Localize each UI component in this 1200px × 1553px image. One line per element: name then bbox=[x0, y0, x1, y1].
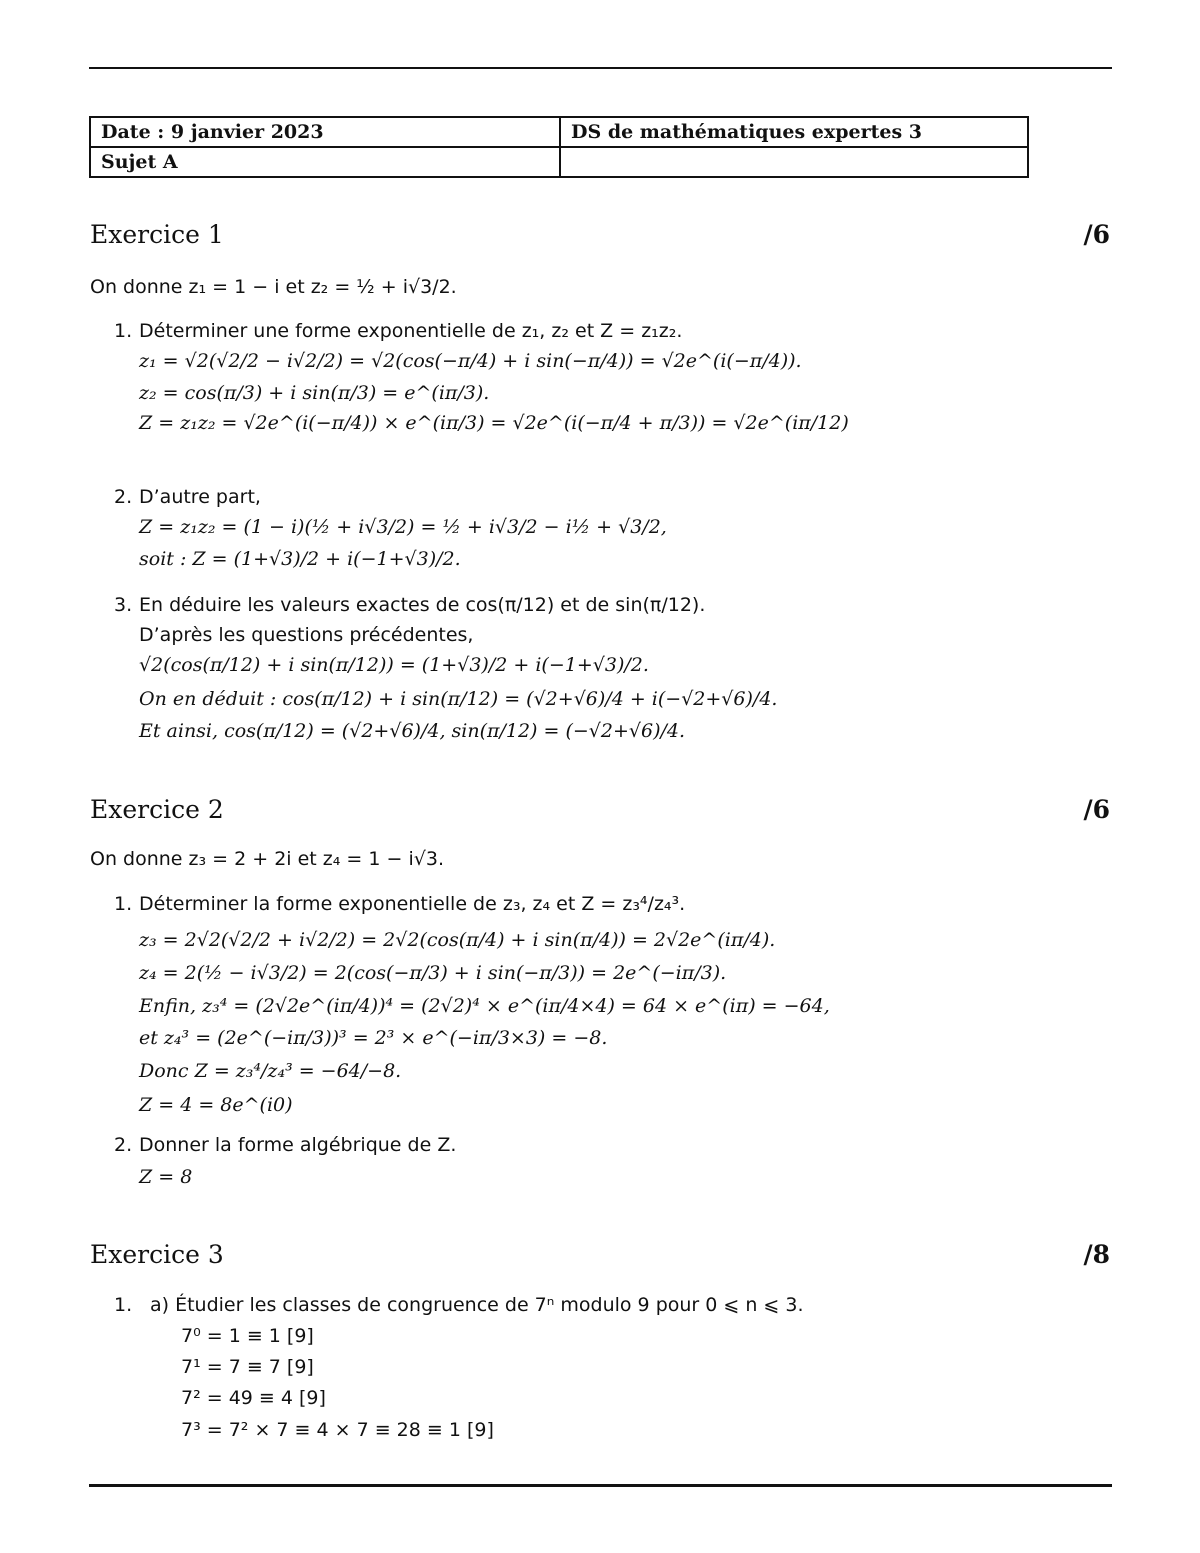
exercise-2-q1-text: Déterminer la forme exponentielle de z₃, z₄ et Z = z₃⁴/z₄³. bbox=[139, 893, 686, 915]
exercise-1-q2-line-1: Z = z₁z₂ = (1 − i)(½ + i√3/2) = ½ + i√3/2 − i½ + √3/2, bbox=[139, 516, 667, 538]
exercise-1-title: Exercice 1 bbox=[90, 220, 224, 249]
exercise-1-q3-line-1: D’après les questions précédentes, bbox=[139, 624, 474, 646]
exercise-3-line-4: 7³ = 7² × 7 ≡ 4 × 7 ≡ 28 ≡ 1 [9] bbox=[181, 1419, 494, 1441]
exercise-1-q1-number: 1. bbox=[114, 320, 133, 342]
exercise-3-score: /8 bbox=[1083, 1240, 1110, 1269]
exercise-3-line-2: 7¹ = 7 ≡ 7 [9] bbox=[181, 1356, 314, 1378]
header-table bbox=[89, 116, 1029, 178]
top-rule bbox=[89, 67, 1112, 69]
exercise-3-q1a-text: a) Étudier les classes de congruence de 7ⁿ modulo 9 pour 0 ⩽ n ⩽ 3. bbox=[150, 1294, 804, 1316]
exercise-1-q2-line-2: soit : Z = (1+√3)/2 + i(−1+√3)/2. bbox=[139, 548, 461, 570]
exercise-1-q2-text: D’autre part, bbox=[139, 486, 261, 508]
exercise-1-q1-line-1: z₁ = √2(√2/2 − i√2/2) = √2(cos(−π/4) + i sin(−π/4)) = √2e^(i(−π/4)). bbox=[139, 350, 802, 372]
exercise-1-q1-text: Déterminer une forme exponentielle de z₁, z₂ et Z = z₁z₂. bbox=[139, 320, 683, 342]
exercise-1-q3-number: 3. bbox=[114, 594, 133, 616]
exercise-1-q3-line-4: Et ainsi, cos(π/12) = (√2+√6)/4, sin(π/12) = (−√2+√6)/4. bbox=[139, 720, 686, 742]
exercise-3-line-1: 7⁰ = 1 ≡ 1 [9] bbox=[181, 1325, 314, 1347]
exercise-2-q2-number: 2. bbox=[114, 1134, 133, 1156]
header-empty-cell bbox=[560, 147, 1028, 177]
exercise-2-q1-line-4: et z₄³ = (2e^(−iπ/3))³ = 2³ × e^(−iπ/3×3) = −8. bbox=[139, 1027, 608, 1049]
exercise-2-q1-number: 1. bbox=[114, 893, 133, 915]
exercise-2-intro: On donne z₃ = 2 + 2i et z₄ = 1 − i√3. bbox=[90, 848, 444, 870]
exercise-1-intro: On donne z₁ = 1 − i et z₂ = ½ + i√3/2. bbox=[90, 276, 457, 298]
exercise-2-q1-line-1: z₃ = 2√2(√2/2 + i√2/2) = 2√2(cos(π/4) + i sin(π/4)) = 2√2e^(iπ/4). bbox=[139, 929, 776, 951]
exercise-2-q1-line-6: Z = 4 = 8e^(i0) bbox=[139, 1094, 293, 1116]
exercise-2-q1-line-3: Enfin, z₃⁴ = (2√2e^(iπ/4))⁴ = (2√2)⁴ × e^(iπ/4×4) = 64 × e^(iπ) = −64, bbox=[139, 995, 830, 1017]
exercise-2-score: /6 bbox=[1083, 795, 1110, 824]
exercise-2-q2-line-1: Z = 8 bbox=[139, 1166, 193, 1188]
exercise-2-q2-text: Donner la forme algébrique de Z. bbox=[139, 1134, 457, 1156]
exercise-1-q3-line-3: On en déduit : cos(π/12) + i sin(π/12) = (√2+√6)/4 + i(−√2+√6)/4. bbox=[139, 688, 778, 710]
exercise-3-q1-number: 1. bbox=[114, 1294, 133, 1316]
exercise-3-line-3: 7² = 49 ≡ 4 [9] bbox=[181, 1387, 326, 1409]
exercise-2-q1-line-5: Donc Z = z₃⁴/z₄³ = −64/−8. bbox=[139, 1060, 402, 1082]
exercise-1-q1-line-2: z₂ = cos(π/3) + i sin(π/3) = e^(iπ/3). bbox=[139, 382, 490, 404]
header-subject: Sujet A bbox=[90, 147, 560, 177]
exercise-3-title: Exercice 3 bbox=[90, 1240, 224, 1269]
exercise-2-q1-line-2: z₄ = 2(½ − i√3/2) = 2(cos(−π/3) + i sin(−π/3)) = 2e^(−iπ/3). bbox=[139, 962, 727, 984]
header-title: DS de mathématiques expertes 3 bbox=[560, 117, 1028, 147]
exercise-1-q1-line-3: Z = z₁z₂ = √2e^(i(−π/4)) × e^(iπ/3) = √2e^(i(−π/4 + π/3)) = √2e^(iπ/12) bbox=[139, 412, 849, 434]
exercise-1-q3-text: En déduire les valeurs exactes de cos(π/12) et de sin(π/12). bbox=[139, 594, 706, 616]
bottom-rule bbox=[89, 1484, 1112, 1487]
exercise-2-title: Exercice 2 bbox=[90, 795, 224, 824]
header-date: Date : 9 janvier 2023 bbox=[90, 117, 560, 147]
exercise-1-q2-number: 2. bbox=[114, 486, 133, 508]
exercise-1-score: /6 bbox=[1083, 220, 1110, 249]
exercise-1-q3-line-2: √2(cos(π/12) + i sin(π/12)) = (1+√3)/2 + i(−1+√3)/2. bbox=[139, 654, 649, 676]
